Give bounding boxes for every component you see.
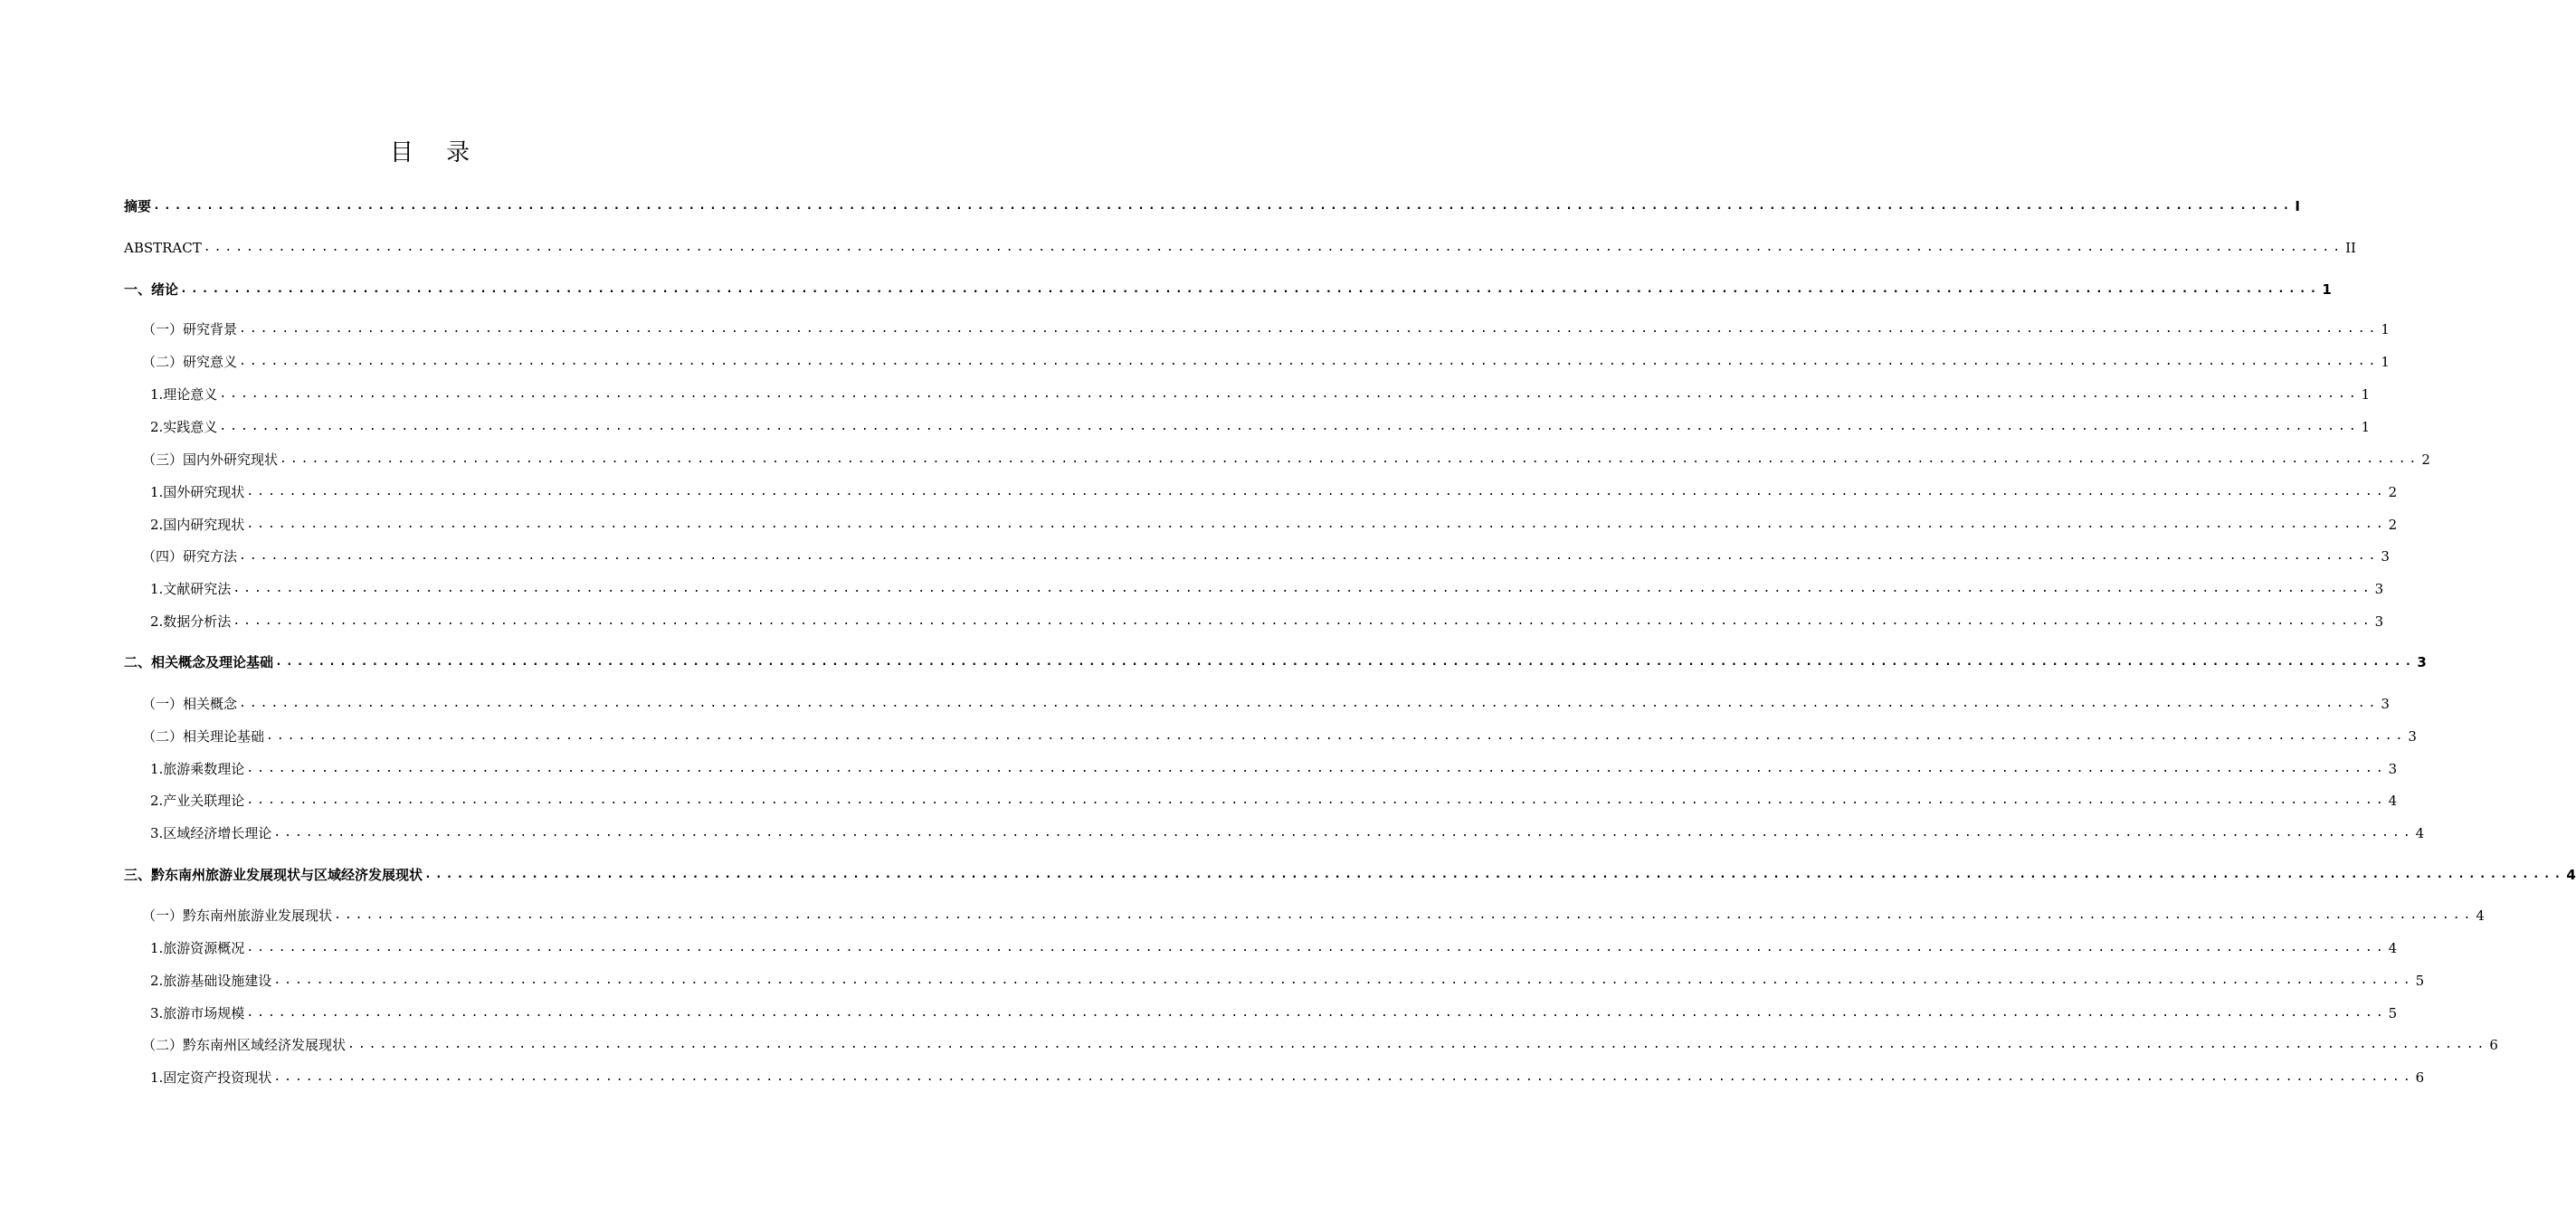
- toc-entry-page-number: 3: [2374, 613, 2384, 630]
- toc-entry-label: （一）黔东南州旅游业发展现状: [142, 907, 333, 924]
- toc-entry-label: （二）黔东南州区域经济发展现状: [142, 1037, 347, 1053]
- toc-entry-page-number: 6: [2489, 1037, 2498, 1053]
- toc-leader-dots: ........................................................................................................................................................................................................: [246, 793, 2387, 807]
- toc-entry-label: 2.旅游基础设施建设: [150, 973, 272, 989]
- toc-entry-label: ABSTRACT: [124, 240, 202, 256]
- toc-entry-label: 2.数据分析法: [150, 613, 232, 630]
- toc-entry[interactable]: [124, 279, 2332, 300]
- toc-entry-page-number: 5: [2415, 973, 2425, 989]
- toc-entry[interactable]: [124, 790, 2398, 812]
- toc-leader-dots: ........................................................................................................................................................................................................: [266, 729, 2407, 743]
- toc-entry[interactable]: [124, 822, 2425, 844]
- toc-entry-page-number: 1: [2381, 354, 2390, 370]
- toc-entry-page-number: 4: [2566, 867, 2576, 883]
- toc-entry[interactable]: [124, 449, 2430, 470]
- toc-entry[interactable]: [124, 905, 2485, 926]
- toc-entry-page-number: 5: [2388, 1005, 2398, 1021]
- toc-entry[interactable]: [124, 384, 2371, 405]
- toc-entry-label: 1.旅游资源概况: [150, 940, 245, 956]
- toc-leader-dots: ........................................................................................................................................................................................................: [239, 322, 2380, 336]
- toc-entry[interactable]: [124, 1002, 2398, 1024]
- toc-entry-label: （一）研究背景: [142, 321, 238, 337]
- toc-entry-label: 1.理论意义: [150, 386, 218, 403]
- toc-entry-label: 一、绪论: [124, 281, 179, 298]
- toc-leader-dots: ........................................................................................................................................................................................................: [246, 1006, 2387, 1020]
- toc-entry-page-number: 2: [2388, 484, 2398, 500]
- toc-leader-dots: ........................................................................................................................................................................................................: [273, 826, 2414, 840]
- toc-entry[interactable]: [124, 693, 2390, 715]
- toc-entry[interactable]: [124, 546, 2390, 567]
- toc-entry[interactable]: [124, 726, 2417, 747]
- toc-entry[interactable]: [124, 416, 2371, 438]
- toc-entry-page-number: 2: [2388, 517, 2398, 533]
- toc-leader-dots: ........................................................................................................................................................................................................: [246, 941, 2387, 955]
- toc-leader-dots: ........................................................................................................................................................................................................: [153, 199, 2294, 213]
- toc-entry-label: 1.旅游乘数理论: [150, 761, 245, 777]
- toc-entry-page-number: 2: [2421, 451, 2430, 468]
- toc-entry-label: 2.实践意义: [150, 419, 218, 435]
- toc-entry[interactable]: [124, 1034, 2498, 1056]
- toc-entry-page-number: 3: [2388, 761, 2398, 777]
- toc-entry-label: 2.产业关联理论: [150, 793, 245, 809]
- toc-entry-page-number: 4: [2415, 825, 2425, 841]
- toc-entry[interactable]: [124, 1067, 2425, 1088]
- toc-leader-dots: ........................................................................................................................................................................................................: [239, 697, 2380, 710]
- toc-leader-dots: ........................................................................................................................................................................................................: [239, 549, 2380, 563]
- toc-leader-dots: ........................................................................................................................................................................................................: [246, 485, 2387, 499]
- toc-entry[interactable]: [124, 481, 2398, 503]
- toc-entry[interactable]: [124, 578, 2384, 600]
- toc-leader-dots: ........................................................................................................................................................................................................: [233, 582, 2373, 595]
- toc-entry-label: （二）研究意义: [142, 354, 238, 370]
- toc-entry-page-number: I: [2295, 198, 2300, 214]
- toc-entry-label: 1.固定资产投资现状: [150, 1069, 272, 1086]
- toc-entry-label: 2.国内研究现状: [150, 517, 245, 533]
- toc-entry-label: 摘要: [124, 198, 152, 214]
- page-title: 目 录: [389, 139, 483, 166]
- toc-entry-page-number: 1: [2361, 419, 2371, 435]
- toc-entry-label: 3.旅游市场规模: [150, 1005, 245, 1021]
- toc-entry-label: 三、黔东南州旅游业发展现状与区域经济发展现状: [124, 867, 423, 883]
- toc-entry[interactable]: [124, 237, 2356, 259]
- toc-leader-dots: ........................................................................................................................................................................................................: [180, 282, 2321, 296]
- toc-leader-dots: ........................................................................................................................................................................................................: [275, 655, 2416, 669]
- toc-entry-page-number: 4: [2388, 940, 2398, 956]
- toc-entry-page-number: 1: [2361, 386, 2371, 403]
- toc-entry-label: 二、相关概念及理论基础: [124, 654, 274, 670]
- toc-entry[interactable]: [124, 514, 2398, 536]
- toc-leader-dots: ........................................................................................................................................................................................................: [219, 420, 2360, 433]
- toc-leader-dots: ........................................................................................................................................................................................................: [347, 1038, 2488, 1051]
- toc-entry-page-number: 3: [2417, 654, 2427, 670]
- toc-entry-label: 1.文献研究法: [150, 581, 232, 597]
- toc-entry[interactable]: [124, 970, 2425, 992]
- toc-entry-page-number: 3: [2374, 581, 2384, 597]
- toc-leader-dots: ........................................................................................................................................................................................................: [246, 518, 2387, 531]
- toc-entry[interactable]: [124, 758, 2398, 780]
- toc-leader-dots: ........................................................................................................................................................................................................: [219, 387, 2360, 401]
- toc-leader-dots: ........................................................................................................................................................................................................: [203, 241, 2344, 254]
- toc-entry-label: （三）国内外研究现状: [142, 451, 279, 468]
- toc-entry-page-number: 3: [2408, 728, 2417, 745]
- toc-entry[interactable]: [124, 651, 2427, 673]
- toc-entry[interactable]: [124, 351, 2390, 373]
- toc-leader-dots: ........................................................................................................................................................................................................: [233, 614, 2373, 628]
- toc-entry[interactable]: [124, 318, 2390, 340]
- toc-entry-label: （二）相关理论基础: [142, 728, 265, 745]
- toc-entry-label: （一）相关概念: [142, 696, 238, 712]
- toc-leader-dots: ........................................................................................................................................................................................................: [273, 974, 2414, 987]
- toc-entry-label: 1.国外研究现状: [150, 484, 245, 500]
- toc-entry-label: 3.区域经济增长理论: [150, 825, 272, 841]
- toc-entry-label: （四）研究方法: [142, 548, 238, 565]
- toc-leader-dots: ........................................................................................................................................................................................................: [424, 868, 2565, 881]
- toc-entry-page-number: 4: [2476, 907, 2485, 924]
- toc-entry-page-number: 3: [2381, 548, 2390, 565]
- toc-leader-dots: ........................................................................................................................................................................................................: [334, 908, 2475, 922]
- toc-entry-page-number: 6: [2415, 1069, 2425, 1086]
- toc-leader-dots: ........................................................................................................................................................................................................: [280, 452, 2420, 466]
- toc-entry-page-number: 1: [2381, 321, 2390, 337]
- toc-entry[interactable]: [124, 195, 2300, 217]
- toc-entry[interactable]: [124, 611, 2384, 632]
- toc-entry-page-number: 1: [2322, 281, 2332, 298]
- toc-leader-dots: ........................................................................................................................................................................................................: [239, 355, 2380, 368]
- toc-entry-page-number: II: [2345, 240, 2356, 256]
- toc-entry-page-number: 4: [2388, 793, 2398, 809]
- toc-entry[interactable]: [124, 937, 2398, 959]
- toc-entry-page-number: 3: [2381, 696, 2390, 712]
- toc-leader-dots: ........................................................................................................................................................................................................: [246, 762, 2387, 775]
- toc-leader-dots: ........................................................................................................................................................................................................: [273, 1070, 2414, 1084]
- toc-entry[interactable]: [124, 864, 2576, 886]
